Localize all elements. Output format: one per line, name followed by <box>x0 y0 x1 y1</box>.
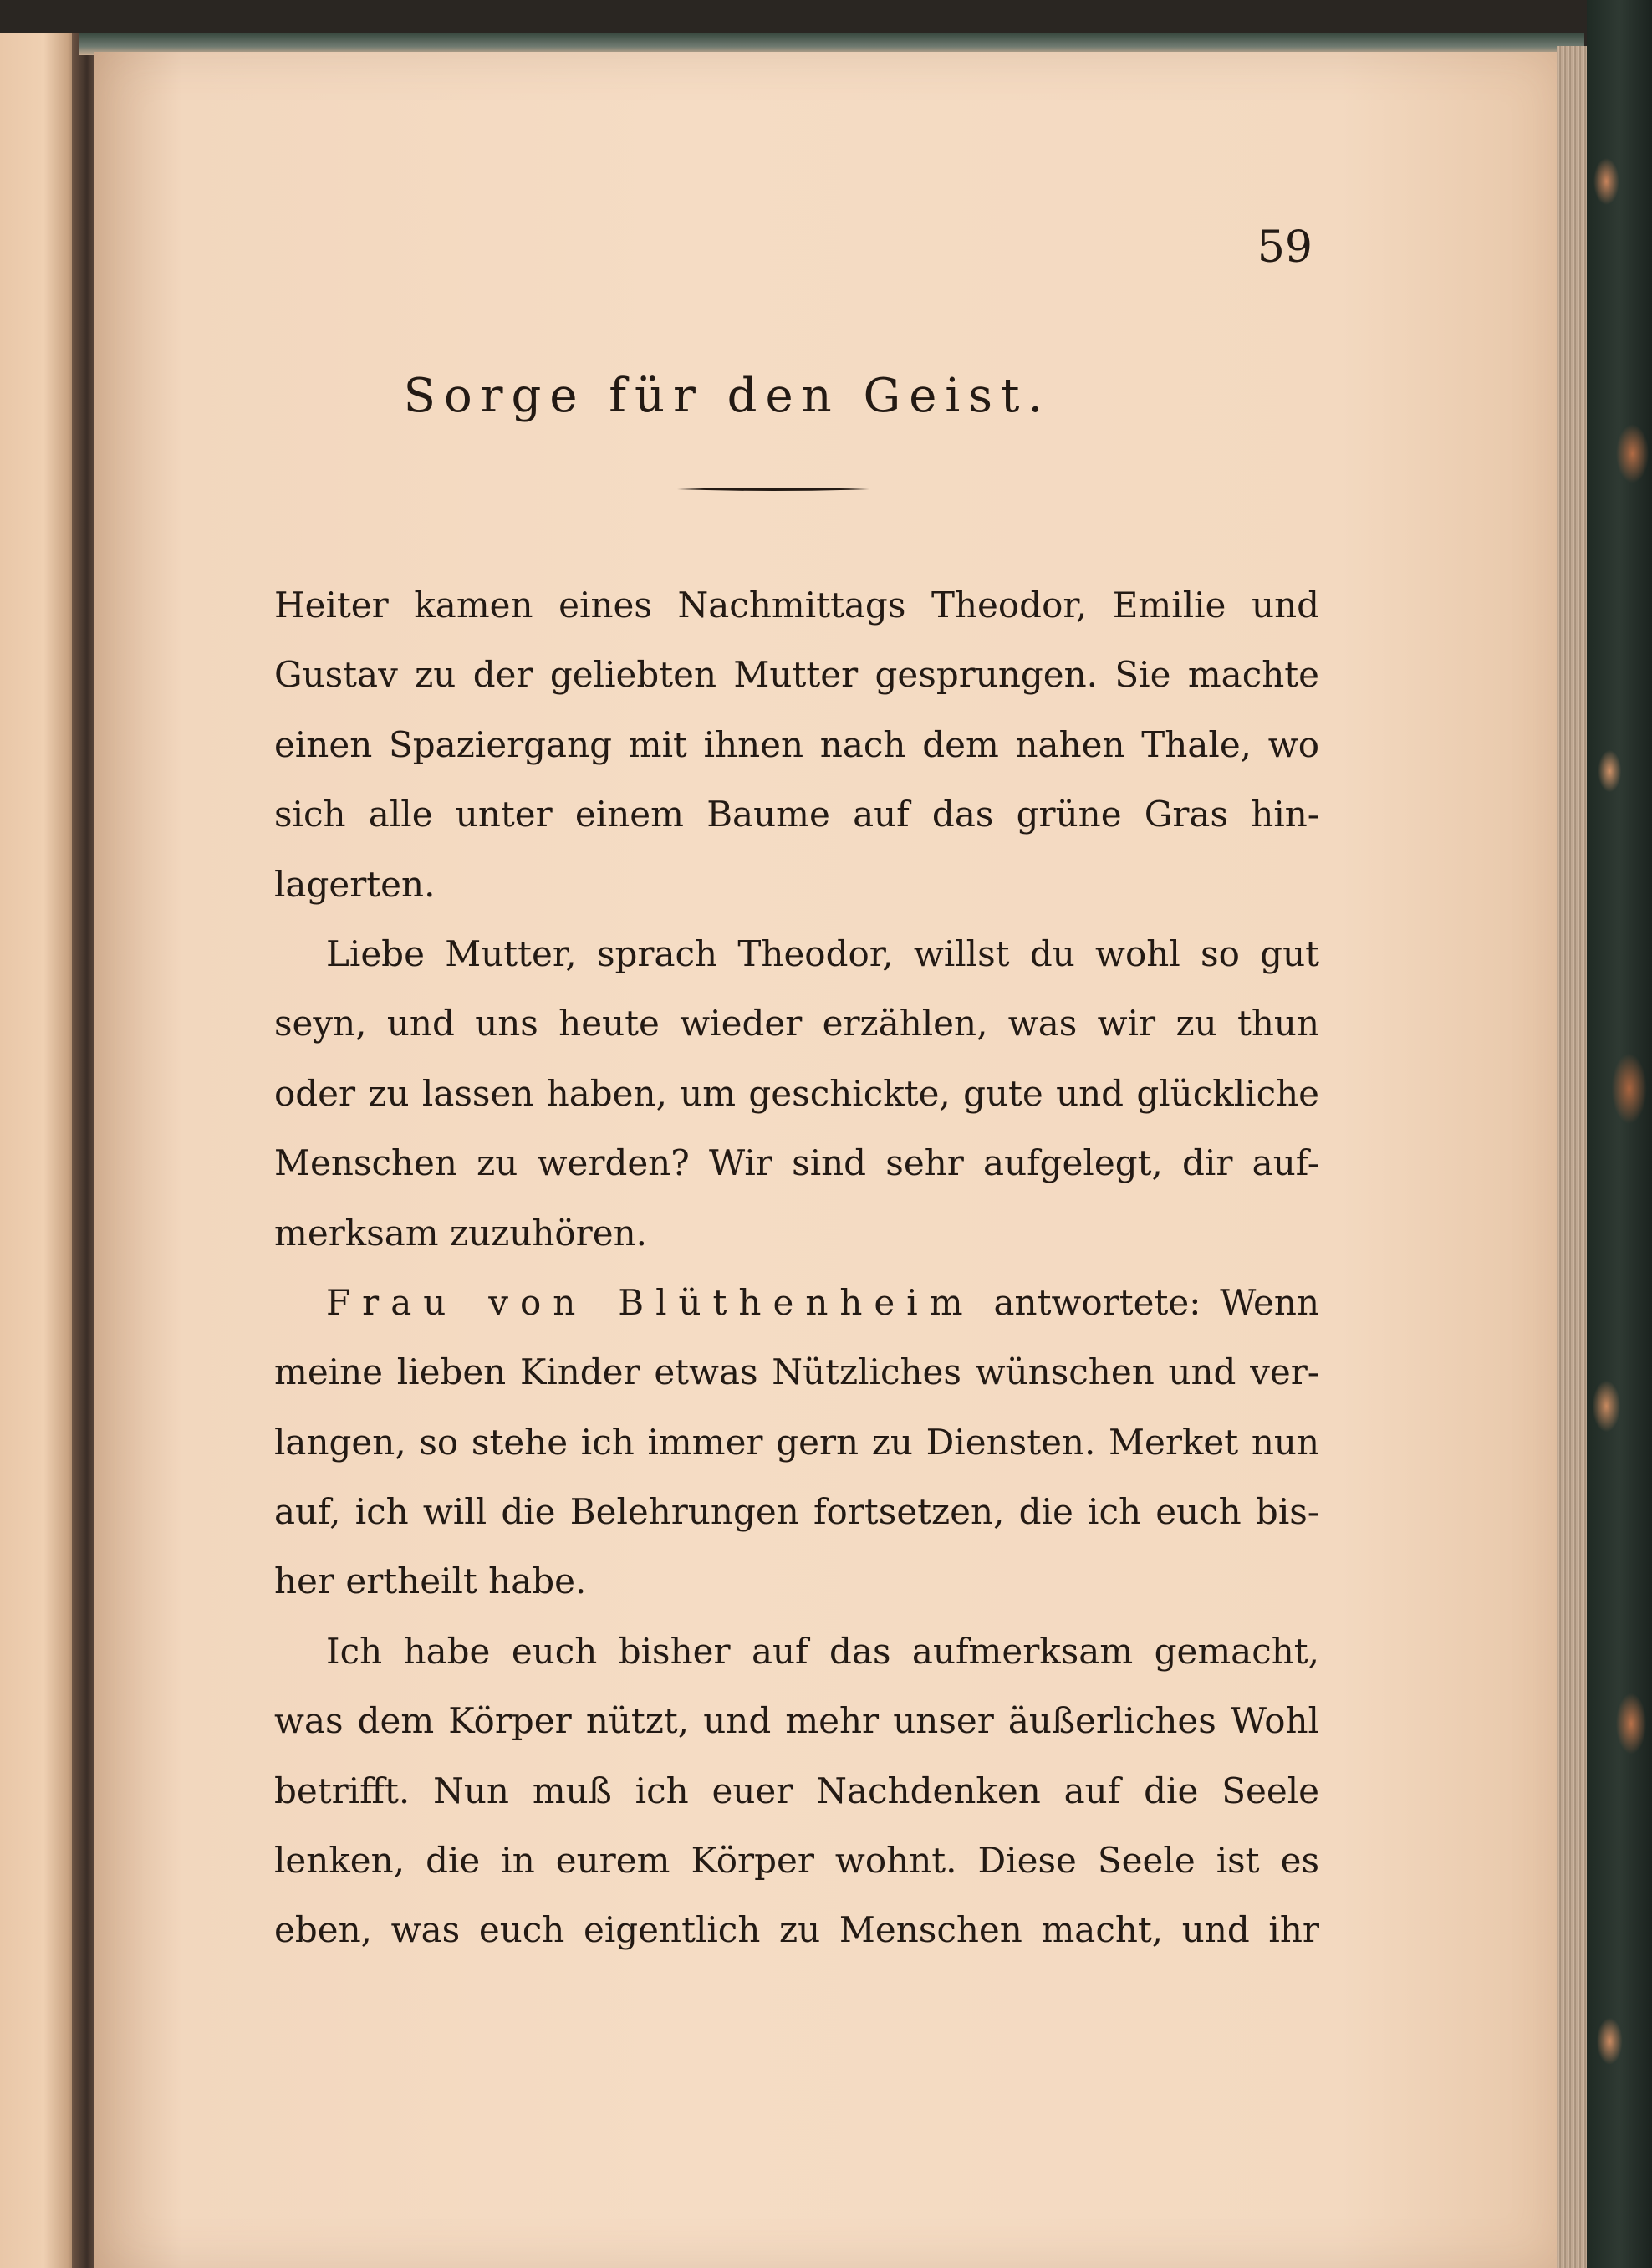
page-number: 59 <box>1257 222 1313 273</box>
chapter-heading: Sorge für den Geist. <box>403 369 1052 423</box>
text-line: lagerten. <box>274 863 436 905</box>
text-line: lenken, die in eurem Körper wohnt. Diese Seele ist es <box>274 1840 1319 1882</box>
text-line: oder zu lassen haben, um geschickte, gute und glückliche <box>274 1072 1319 1114</box>
text-line: seyn, und uns heute wieder erzählen, was wir zu thun <box>274 1003 1319 1045</box>
text-line: her ertheilt habe. <box>274 1561 587 1602</box>
text-line-speaker <box>274 1268 1319 1337</box>
text-line: auf, ich will die Belehrungen fortsetzen, die ich euch bis- <box>274 1491 1319 1533</box>
text-line: betrifft. Nun muß ich euer Nachdenken auf die Seele <box>274 1770 1319 1811</box>
text-line: Menschen zu werden? Wir sind sehr aufgelegt, dir auf- <box>274 1142 1319 1184</box>
speaker-rest: antwortete: Wenn <box>993 1281 1319 1323</box>
text-line: Gustav zu der geliebten Mutter gesprungen. Sie machte <box>274 654 1319 696</box>
text-line: sich alle unter einem Baume auf das grüne Gras hin- <box>274 794 1319 835</box>
text-line: Heiter kamen eines Nachmittags Theodor, Emilie und <box>274 585 1319 626</box>
text-line: meine lieben Kinder etwas Nützliches wünschen und ver- <box>274 1351 1319 1393</box>
text-line: merksam zuzuhören. <box>274 1212 648 1254</box>
text-line: einen Spaziergang mit ihnen nach dem nahen Thale, wo <box>274 723 1319 765</box>
speaker-name: Frau von Blüthenheim <box>326 1281 975 1323</box>
previous-page-edge <box>0 33 79 2268</box>
text-line: Ich habe euch bisher auf das aufmerksam gemacht, <box>326 1630 1319 1672</box>
page-block-edges <box>1557 46 1587 2268</box>
text-line: eben, was euch eigentlich zu Menschen macht, und ihr <box>274 1909 1319 1951</box>
text-line: Liebe Mutter, sprach Theodor, willst du wohl so gut <box>326 932 1319 974</box>
text-line: was dem Körper nützt, und mehr unser äußerliches Wohl <box>274 1700 1319 1742</box>
text-line: langen, so stehe ich immer gern zu Diensten. Merket nun <box>274 1421 1319 1463</box>
marbled-cover-board <box>1587 0 1652 2268</box>
heading-rule <box>677 487 869 492</box>
body-text <box>274 570 1319 1965</box>
